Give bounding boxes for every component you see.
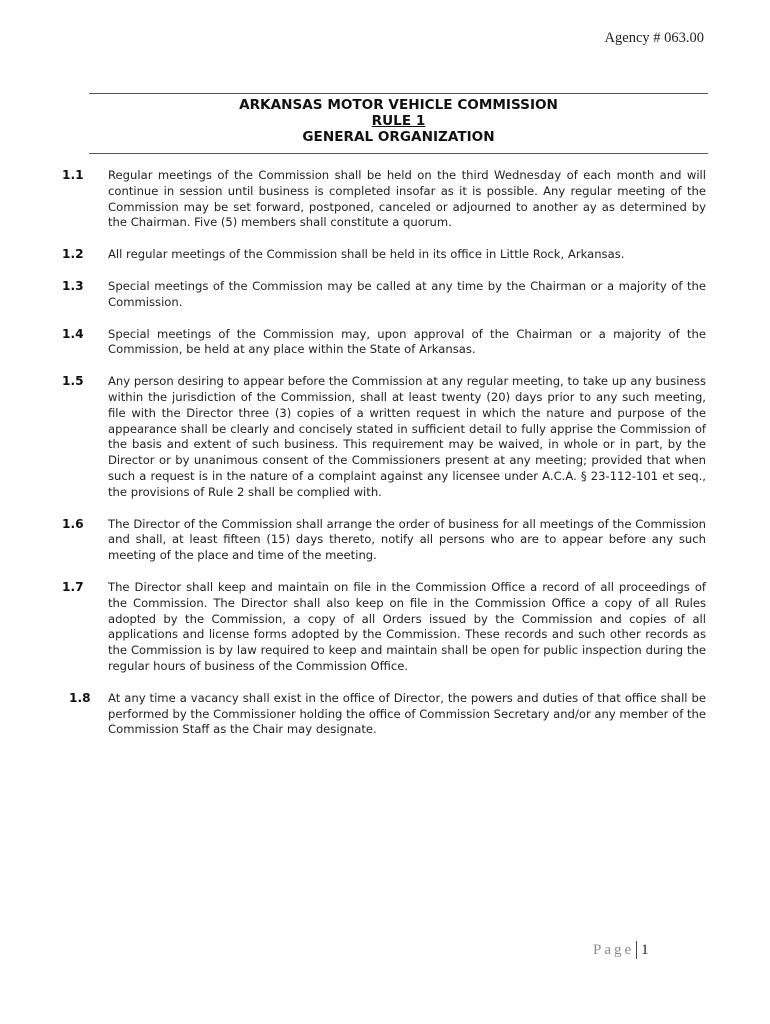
section-1-8 xyxy=(0,691,770,738)
page-label: Page xyxy=(593,941,635,958)
agency-number: Agency # 063.00 xyxy=(604,30,704,46)
commission-title: ARKANSAS MOTOR VEHICLE COMMISSION xyxy=(239,97,558,113)
section-1-6 xyxy=(0,517,770,564)
section-number: 1.5 xyxy=(62,374,84,389)
section-text: The Director of the Commission shall arrange the order of business for all meetings of the Commission and shall, at least fifteen (15) days thereto, notify all persons who are to appear before any such meeting of the place and time of the meeting. xyxy=(108,516,706,563)
section-text: At any time a vacancy shall exist in the office of Director, the powers and duties of that office shall be performed by the Commissioner holding the office of Commission Secretary and/or any member of the Commission Staff as the Chair may designate. xyxy=(108,690,706,737)
section-number: 1.1 xyxy=(62,168,84,182)
page-number: 1 xyxy=(641,941,649,958)
section-text: Regular meetings of the Commission shall be held on the third Wednesday of each month and will continue in session until business is completed insofar as it is possible. Any regular meeting of the Commission may be set forward, postponed, canceled or adjourned to another ay as determined by the Chairman. Five (5) members shall constitute a quorum. xyxy=(108,168,706,230)
section-text: Special meetings of the Commission may, upon approval of the Chairman or a majority of the Commission, be held at any place within the State of Arkansas. xyxy=(108,326,706,357)
page-footer xyxy=(593,941,649,959)
rule-sections xyxy=(0,168,770,754)
section-1-4 xyxy=(0,327,770,359)
section-number: 1.2 xyxy=(62,247,84,262)
section-number: 1.6 xyxy=(62,516,84,531)
section-1-1 xyxy=(0,168,770,231)
bottom-divider xyxy=(89,153,708,154)
rule-number: RULE 1 xyxy=(371,113,426,129)
section-1-2 xyxy=(0,247,770,263)
document-heading xyxy=(89,97,708,145)
section-number: 1.8 xyxy=(69,690,91,705)
section-number: 1.7 xyxy=(62,579,84,594)
section-number: 1.4 xyxy=(62,326,84,341)
section-1-3 xyxy=(0,279,770,311)
footer-separator xyxy=(636,941,637,959)
section-text: Any person desiring to appear before the Commission at any regular meeting, to take up any business within the jurisdiction of the Commission, shall at least twenty (20) days prior to any such meeting, file with the Director three (3) copies of a written request in which the nature and purpose of the appearance shall be clearly and concisely stated in sufficient detail to fully apprise the Commission of the basis and extent of such business. This requirement may be waived, in whole or in part, by the Director or by unanimous consent of the Commissioners present at any meeting; provided that when such a request is in the nature of a complaint against any licensee under A.C.A. § 23-112-101 et seq., the provisions of Rule 2 shall be complied with. xyxy=(108,374,706,499)
rule-title: GENERAL ORGANIZATION xyxy=(302,129,495,145)
section-1-7 xyxy=(0,580,770,675)
section-text: The Director shall keep and maintain on file in the Commission Office a record of all proceedings of the Commission. The Director shall also keep on file in the Commission Office a copy of all Rules adopted by the Commission, a copy of all Orders issued by the Commission and copies of all applications and license forms adopted by the Commission. These records and such other records as the Commission is by law required to keep and maintain shall be open for public inspection during the regular hours of business of the Commission Office. xyxy=(108,579,706,673)
section-number: 1.3 xyxy=(62,278,84,293)
section-1-5 xyxy=(0,374,770,500)
section-text: Special meetings of the Commission may be called at any time by the Chairman or a majority of the Commission. xyxy=(108,278,706,309)
section-text: All regular meetings of the Commission shall be held in its office in Little Rock, Arkansas. xyxy=(108,247,625,262)
top-divider xyxy=(89,93,708,94)
